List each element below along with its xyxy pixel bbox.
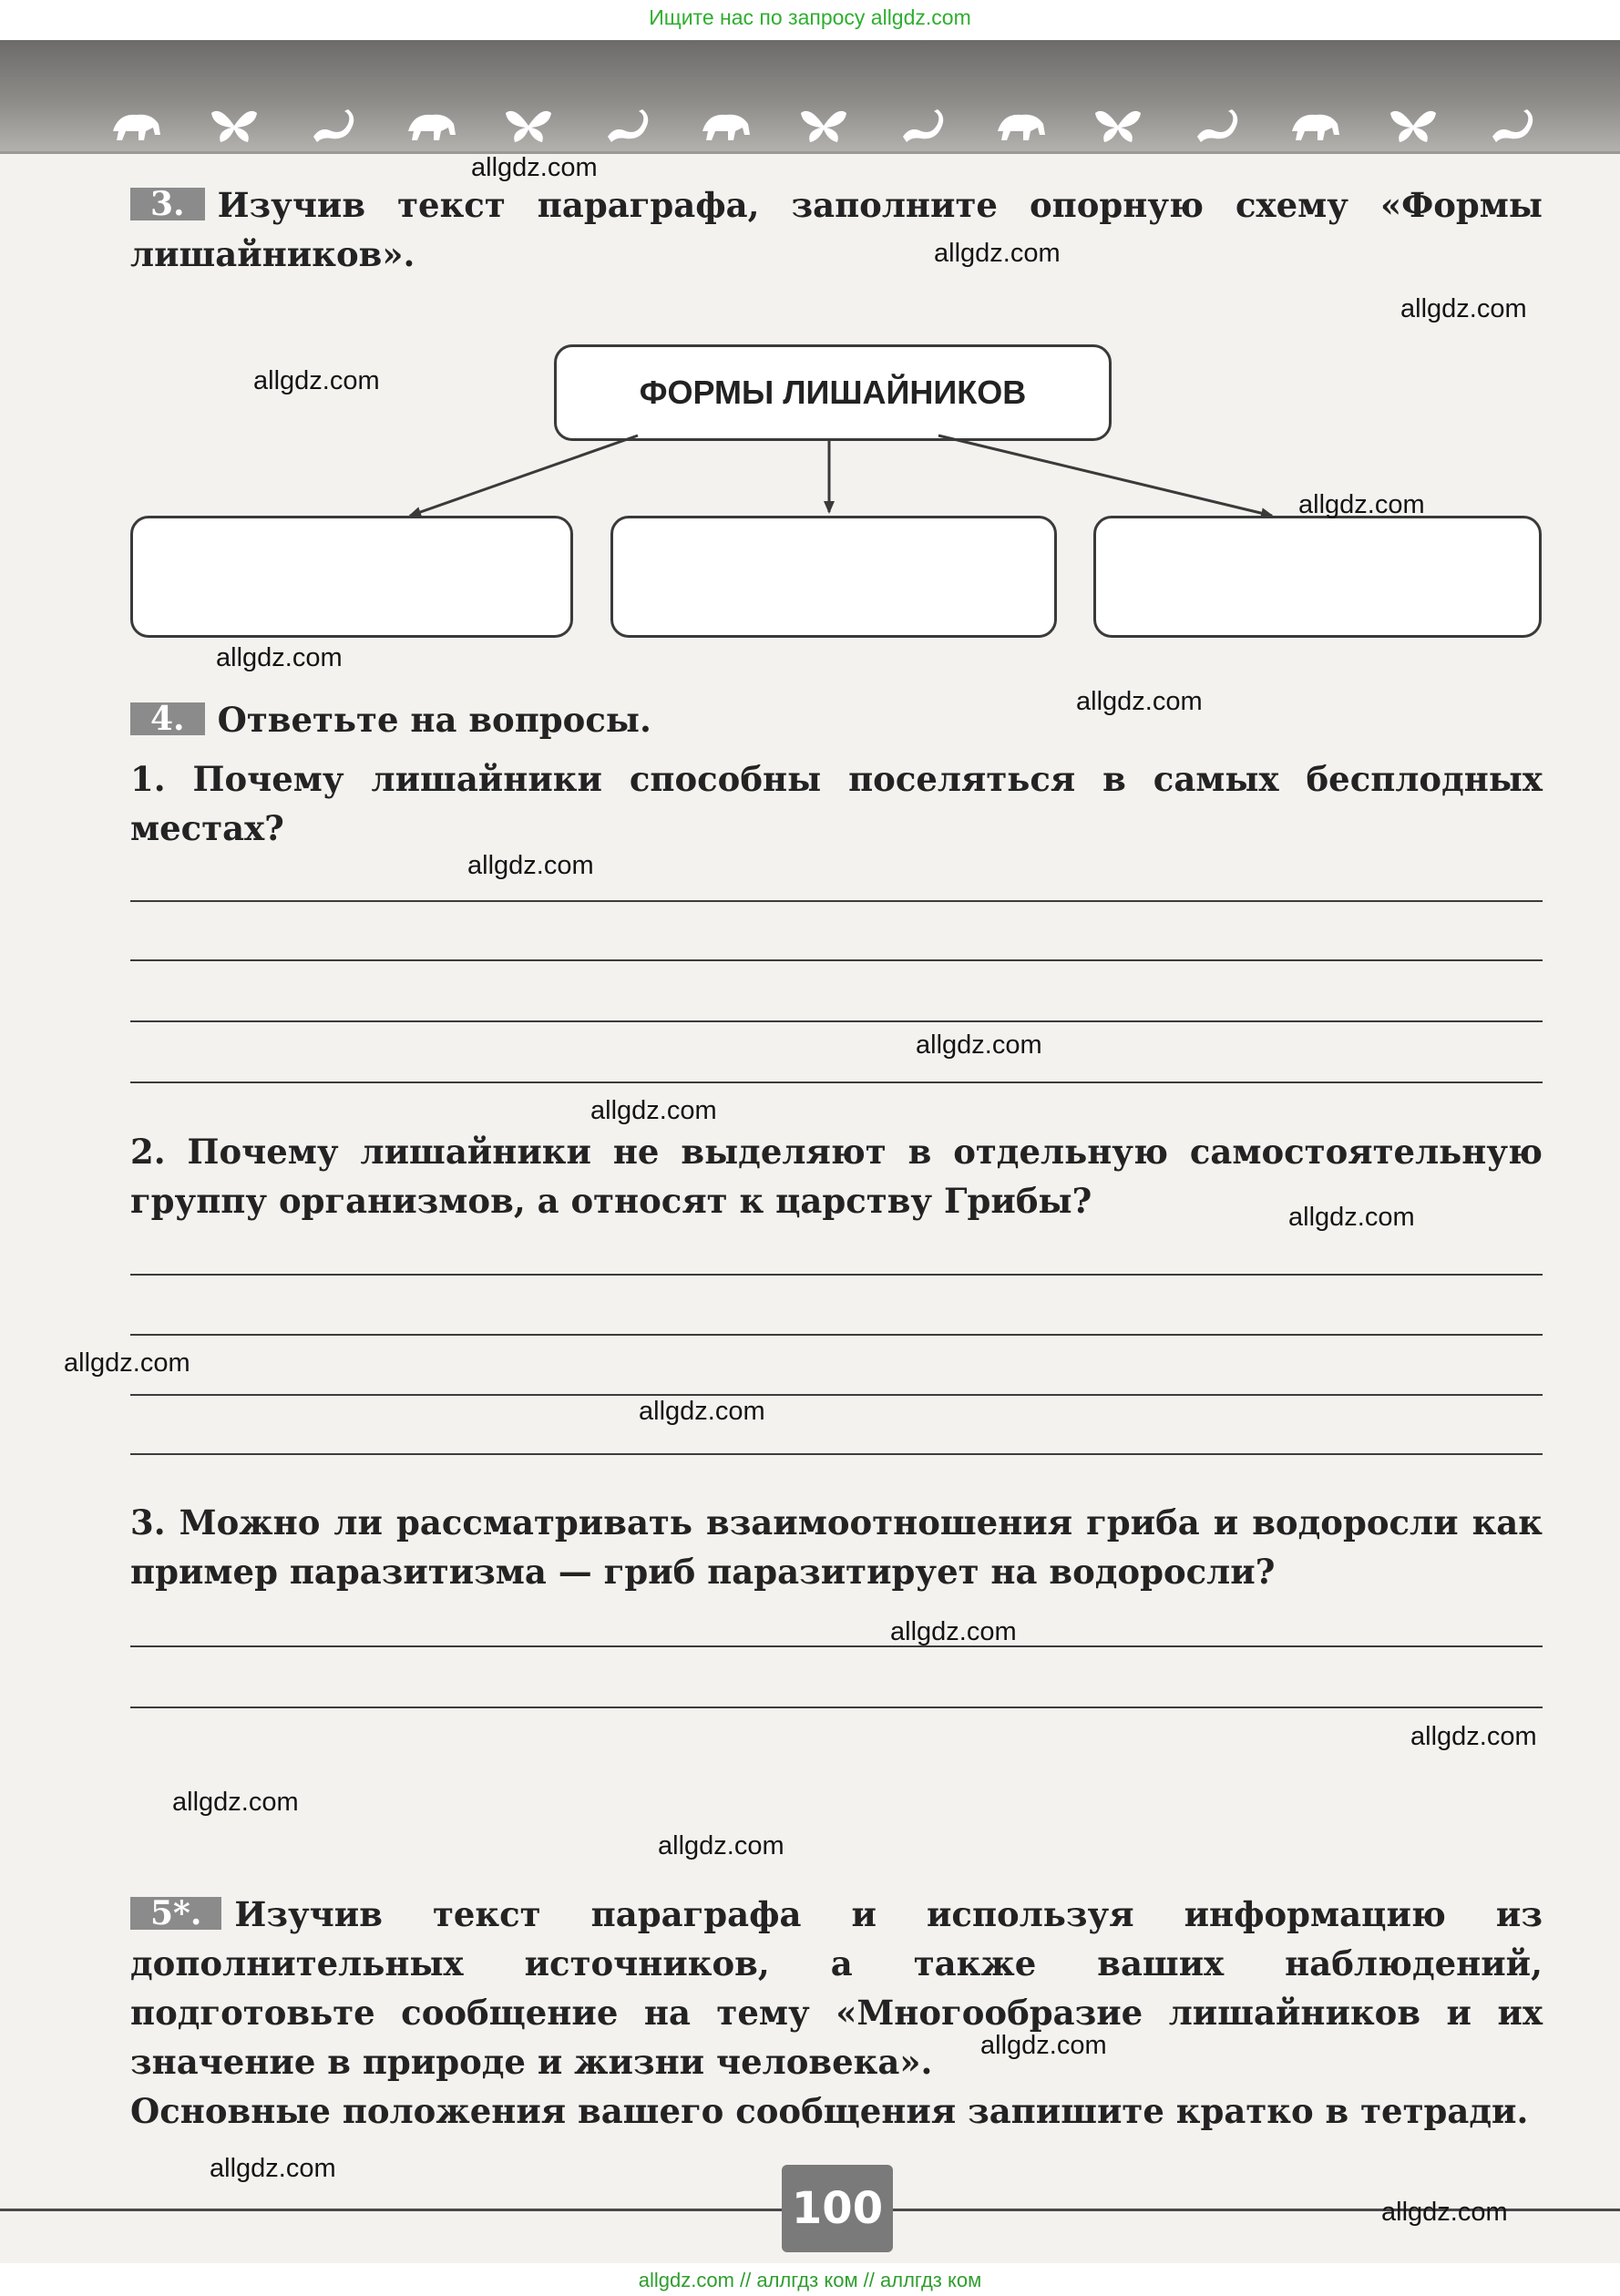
kangaroo-icon — [699, 104, 752, 146]
watermark: allgdz.com — [639, 1397, 765, 1426]
task-3-text: Изучив текст параграфа, заполните опорную схему «Формы лишайников». — [130, 185, 1543, 274]
task-5-note: Основные положения вашего сообщения запишите кратко в тетради. — [130, 2091, 1529, 2131]
answer-line[interactable] — [130, 1394, 1543, 1396]
answer-line[interactable] — [130, 1645, 1543, 1647]
answer-line[interactable] — [130, 1081, 1543, 1083]
scheme-title-box — [554, 344, 1112, 441]
task-number: 3. — [130, 188, 205, 220]
watermark: allgdz.com — [980, 2031, 1107, 2060]
watermark: allgdz.com — [64, 1348, 190, 1378]
answer-line[interactable] — [130, 959, 1543, 961]
answer-line[interactable] — [130, 1020, 1543, 1022]
question-2: 2. Почему лишайники не выделяют в отдельную самостоятельную группу организмов, а относят к царству Грибы? — [130, 1132, 1543, 1221]
bird-running-icon — [1387, 104, 1440, 146]
llama-icon — [1190, 104, 1243, 146]
answer-line[interactable] — [130, 1707, 1543, 1708]
watermark: allgdz.com — [658, 1831, 784, 1860]
footer-note: allgdz.com // аллгдз ком // аллгдз ком — [638, 2269, 982, 2291]
task-5-text: Изучив текст параграфа и используя информацию из дополнительных источников, а также ваших наблюдений, подготовьте сообщение на тему «Многообразие лишайников и их значение в природе и жизни человека». — [130, 1894, 1543, 2082]
watermark: allgdz.com — [210, 2154, 336, 2183]
answer-line[interactable] — [130, 1453, 1543, 1455]
insect-icon — [994, 104, 1047, 146]
pterodactyl-icon — [1288, 104, 1341, 146]
watermark: allgdz.com — [590, 1096, 717, 1125]
watermark: allgdz.com — [916, 1030, 1042, 1060]
bison-icon — [109, 104, 162, 146]
watermark: allgdz.com — [934, 239, 1061, 268]
answer-line[interactable] — [130, 900, 1543, 902]
answer-line[interactable] — [130, 1274, 1543, 1276]
scheme-title: ФОРМЫ ЛИШАЙНИКОВ — [639, 374, 1027, 411]
task-3 — [130, 180, 1543, 279]
task-4-heading — [130, 695, 1543, 744]
animal-banner — [0, 40, 1620, 154]
horse-icon — [405, 104, 457, 146]
moose-icon — [896, 104, 948, 146]
task-number: 5*. — [130, 1897, 221, 1930]
answer-line[interactable] — [130, 1334, 1543, 1336]
watermark: allgdz.com — [1400, 294, 1527, 323]
top-notice: Ищите нас по запросу allgdz.com — [649, 5, 971, 29]
watermark: allgdz.com — [1410, 1722, 1537, 1751]
butterfly-icon — [208, 104, 261, 146]
watermark: allgdz.com — [172, 1788, 299, 1817]
watermark: allgdz.com — [467, 851, 594, 880]
task-4-title: Ответьте на вопросы. — [217, 700, 651, 740]
bird-icon — [502, 104, 555, 146]
watermark: allgdz.com — [471, 153, 598, 182]
scorpion-icon — [306, 104, 359, 146]
scheme-box-2[interactable] — [610, 516, 1057, 638]
scheme-box-3[interactable] — [1093, 516, 1542, 638]
question-1: 1. Почему лишайники способны поселяться в самых бесплодных местах? — [130, 759, 1543, 848]
watermark: allgdz.com — [216, 643, 343, 672]
scheme-box-1[interactable] — [130, 516, 573, 638]
crocodile-icon — [1092, 104, 1144, 146]
swan-icon — [797, 104, 850, 146]
page-number: 100 — [782, 2165, 893, 2252]
watermark: allgdz.com — [1298, 490, 1425, 519]
watermark: allgdz.com — [1076, 687, 1203, 716]
task-number: 4. — [130, 702, 205, 735]
watermark: allgdz.com — [890, 1617, 1017, 1646]
watermark: allgdz.com — [253, 366, 380, 395]
butterfly-icon — [1485, 104, 1538, 146]
watermark: allgdz.com — [1381, 2198, 1508, 2227]
animal-silhouettes — [109, 98, 1538, 151]
watermark: allgdz.com — [1288, 1203, 1415, 1232]
fish-icon — [600, 104, 653, 146]
question-3: 3. Можно ли рассматривать взаимоотношения гриба и водоросли как пример паразитизма — гриб паразитирует на водоросли? — [130, 1502, 1543, 1592]
task-5 — [130, 1890, 1543, 2086]
